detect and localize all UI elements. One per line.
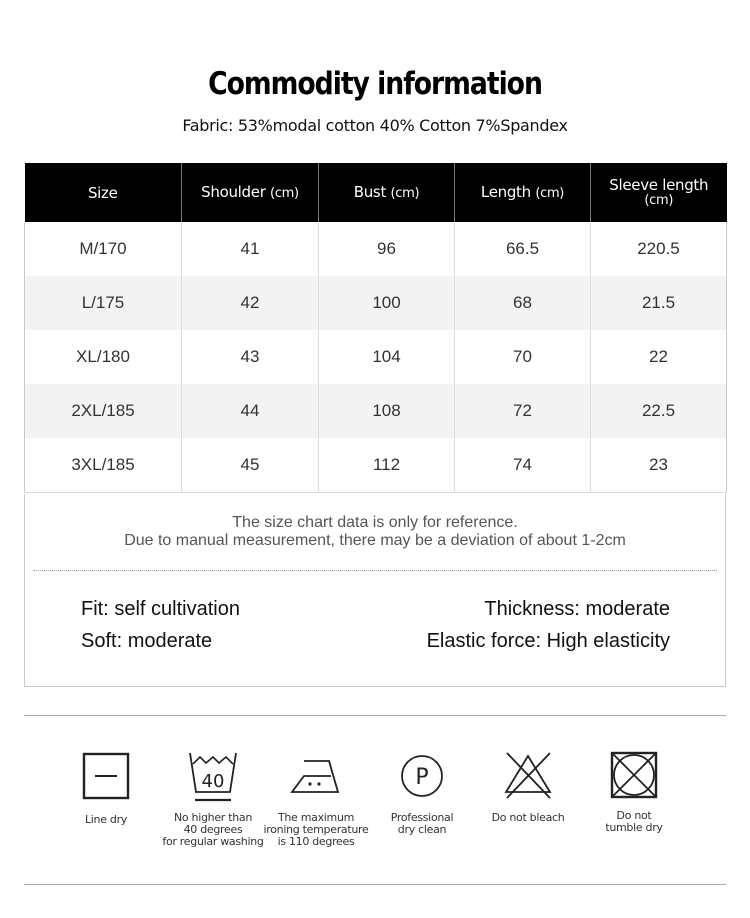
cell-bust: 108 <box>319 384 455 438</box>
care-label: No higher than 40 degrees for regular washing <box>162 811 264 848</box>
no-bleach-icon <box>502 750 554 802</box>
cell-length: 70 <box>455 330 591 384</box>
wash-40-icon <box>185 750 241 802</box>
cell-length: 72 <box>455 384 591 438</box>
iron-low-icon <box>288 750 344 802</box>
table-header-row <box>25 163 727 222</box>
deviation-note: Due to manual measurement, there may be a deviation of about 1-2cm <box>124 532 626 549</box>
cell-shoulder: 41 <box>182 222 319 276</box>
care-label: The maximum ironing temperature is 110 degrees <box>263 811 369 848</box>
cell-sleeve-length: 22.5 <box>591 384 727 438</box>
line-dry-icon <box>81 750 131 802</box>
cell-sleeve-length: 22 <box>591 330 727 384</box>
attribute-thickness: Thickness: moderate <box>484 598 670 620</box>
cell-bust: 96 <box>319 222 455 276</box>
table-row <box>25 276 727 330</box>
dry-clean-p-icon <box>397 750 447 802</box>
column-header-size: Size <box>25 163 182 222</box>
page-title: Commodity information <box>208 66 542 102</box>
cell-size: L/175 <box>25 276 182 330</box>
cell-shoulder: 44 <box>182 384 319 438</box>
svg-text:P: P <box>415 765 429 790</box>
attribute-soft: Soft: moderate <box>81 630 213 652</box>
cell-shoulder: 43 <box>182 330 319 384</box>
cell-size: XL/180 <box>25 330 182 384</box>
attribute-elastic-force: Elastic force: High elasticity <box>426 630 670 652</box>
divider-top <box>24 715 726 716</box>
divider-bottom <box>24 884 726 885</box>
cell-bust: 104 <box>319 330 455 384</box>
care-label: Do not bleach <box>491 811 565 824</box>
column-header-bust: Bust (cm) <box>319 163 455 222</box>
cell-length: 74 <box>455 438 591 492</box>
table-row <box>25 384 727 438</box>
size-table <box>24 163 727 493</box>
cell-length: 66.5 <box>455 222 591 276</box>
cell-size: 2XL/185 <box>25 384 182 438</box>
table-row <box>25 438 727 492</box>
cell-size: 3XL/185 <box>25 438 182 492</box>
care-item-no-tumble-dry <box>569 750 699 834</box>
care-label: Do not tumble dry <box>605 809 663 834</box>
cell-shoulder: 42 <box>182 276 319 330</box>
cell-size: M/170 <box>25 222 182 276</box>
cell-sleeve-length: 220.5 <box>591 222 727 276</box>
table-row <box>25 330 727 384</box>
cell-sleeve-length: 23 <box>591 438 727 492</box>
dotted-divider <box>33 570 717 571</box>
column-header-sleeve-length: Sleeve length (cm) <box>591 163 727 222</box>
cell-shoulder: 45 <box>182 438 319 492</box>
care-label: Professional dry clean <box>390 811 454 836</box>
no-tumble-dry-icon <box>609 750 659 802</box>
product-info-box <box>24 494 726 687</box>
reference-note: The size chart data is only for reference. <box>232 514 518 531</box>
table-row <box>25 222 727 276</box>
cell-bust: 112 <box>319 438 455 492</box>
care-label: Line dry <box>84 813 128 826</box>
cell-bust: 100 <box>319 276 455 330</box>
fabric-composition: Fabric: 53%modal cotton 40% Cotton 7%Spandex <box>182 116 568 135</box>
column-header-shoulder: Shoulder (cm) <box>182 163 319 222</box>
cell-sleeve-length: 21.5 <box>591 276 727 330</box>
column-header-length: Length (cm) <box>455 163 591 222</box>
svg-text:40: 40 <box>201 771 225 792</box>
attribute-fit: Fit: self cultivation <box>81 598 240 620</box>
cell-length: 68 <box>455 276 591 330</box>
